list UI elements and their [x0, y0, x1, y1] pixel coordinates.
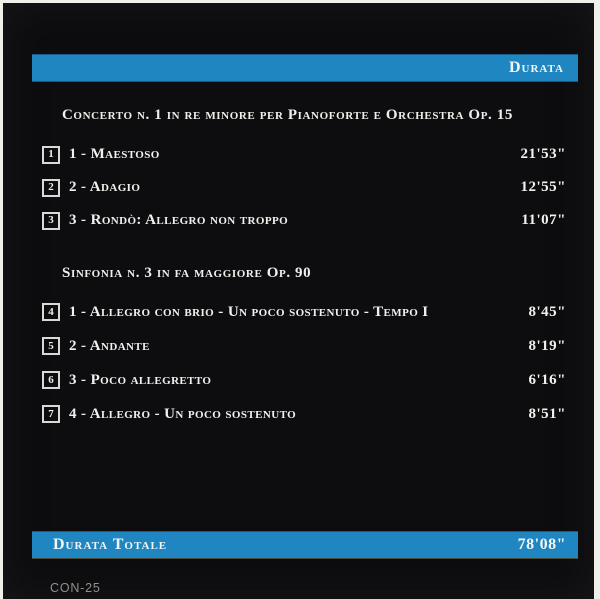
track-row: [42, 138, 566, 171]
track-duration: 21'53": [520, 146, 566, 162]
durata-header-bar: [32, 54, 578, 81]
track-number: 2: [48, 181, 54, 193]
track-row: [42, 363, 566, 397]
catalog-number: CON-25: [50, 581, 101, 595]
track-number: 4: [48, 305, 54, 318]
track-duration: 12'55": [520, 179, 566, 195]
work-tracks: [42, 295, 566, 431]
track-title: 2 - Andante: [69, 337, 150, 354]
work-tracks: [42, 138, 566, 237]
track-duration: 8'51": [528, 405, 566, 422]
track-duration: 6'16": [528, 371, 566, 388]
track-title: 1 - Allegro con brio - Un poco sostenuto - Tempo I: [69, 303, 429, 320]
track-title: 2 - Adagio: [69, 179, 141, 195]
track-title: 3 - Rondò: Allegro non troppo: [69, 212, 289, 228]
work-title: Concerto n. 1 in re minore per Pianoforte e Orchestra Op. 15: [62, 107, 513, 123]
durata-header-label: Durata: [508, 58, 564, 76]
track-row: [42, 397, 566, 431]
track-row: [42, 295, 566, 329]
track-title: 3 - Poco allegretto: [69, 371, 212, 388]
track-number-box: [42, 371, 60, 389]
track-duration: 11'07": [521, 212, 566, 228]
durata-totale-label: Durata Totale: [53, 535, 168, 553]
track-number: 1: [48, 148, 54, 160]
work-section: [3, 265, 594, 431]
track-number: 5: [48, 339, 54, 352]
track-duration: 8'19": [528, 337, 566, 354]
track-number: 3: [48, 214, 54, 226]
track-duration: 8'45": [528, 303, 566, 320]
track-number: 6: [48, 373, 54, 386]
work-title: Sinfonia n. 3 in fa maggiore Op. 90: [62, 265, 312, 281]
durata-totale-value: 78'08": [517, 535, 566, 553]
track-number-box: [42, 212, 60, 230]
track-title: 1 - Maestoso: [69, 146, 160, 162]
cd-back-cover: [3, 3, 594, 599]
track-row: [42, 329, 566, 363]
track-title: 4 - Allegro - Un poco sostenuto: [69, 405, 297, 422]
track-number-box: [42, 146, 60, 164]
track-row: [42, 204, 566, 237]
track-number-box: [42, 303, 60, 321]
track-number-box: [42, 405, 60, 423]
track-row: [42, 171, 566, 204]
durata-totale-bar: [32, 531, 578, 558]
track-number-box: [42, 337, 60, 355]
track-number: 7: [48, 407, 54, 420]
track-number-box: [42, 179, 60, 197]
work-section: [3, 107, 594, 237]
